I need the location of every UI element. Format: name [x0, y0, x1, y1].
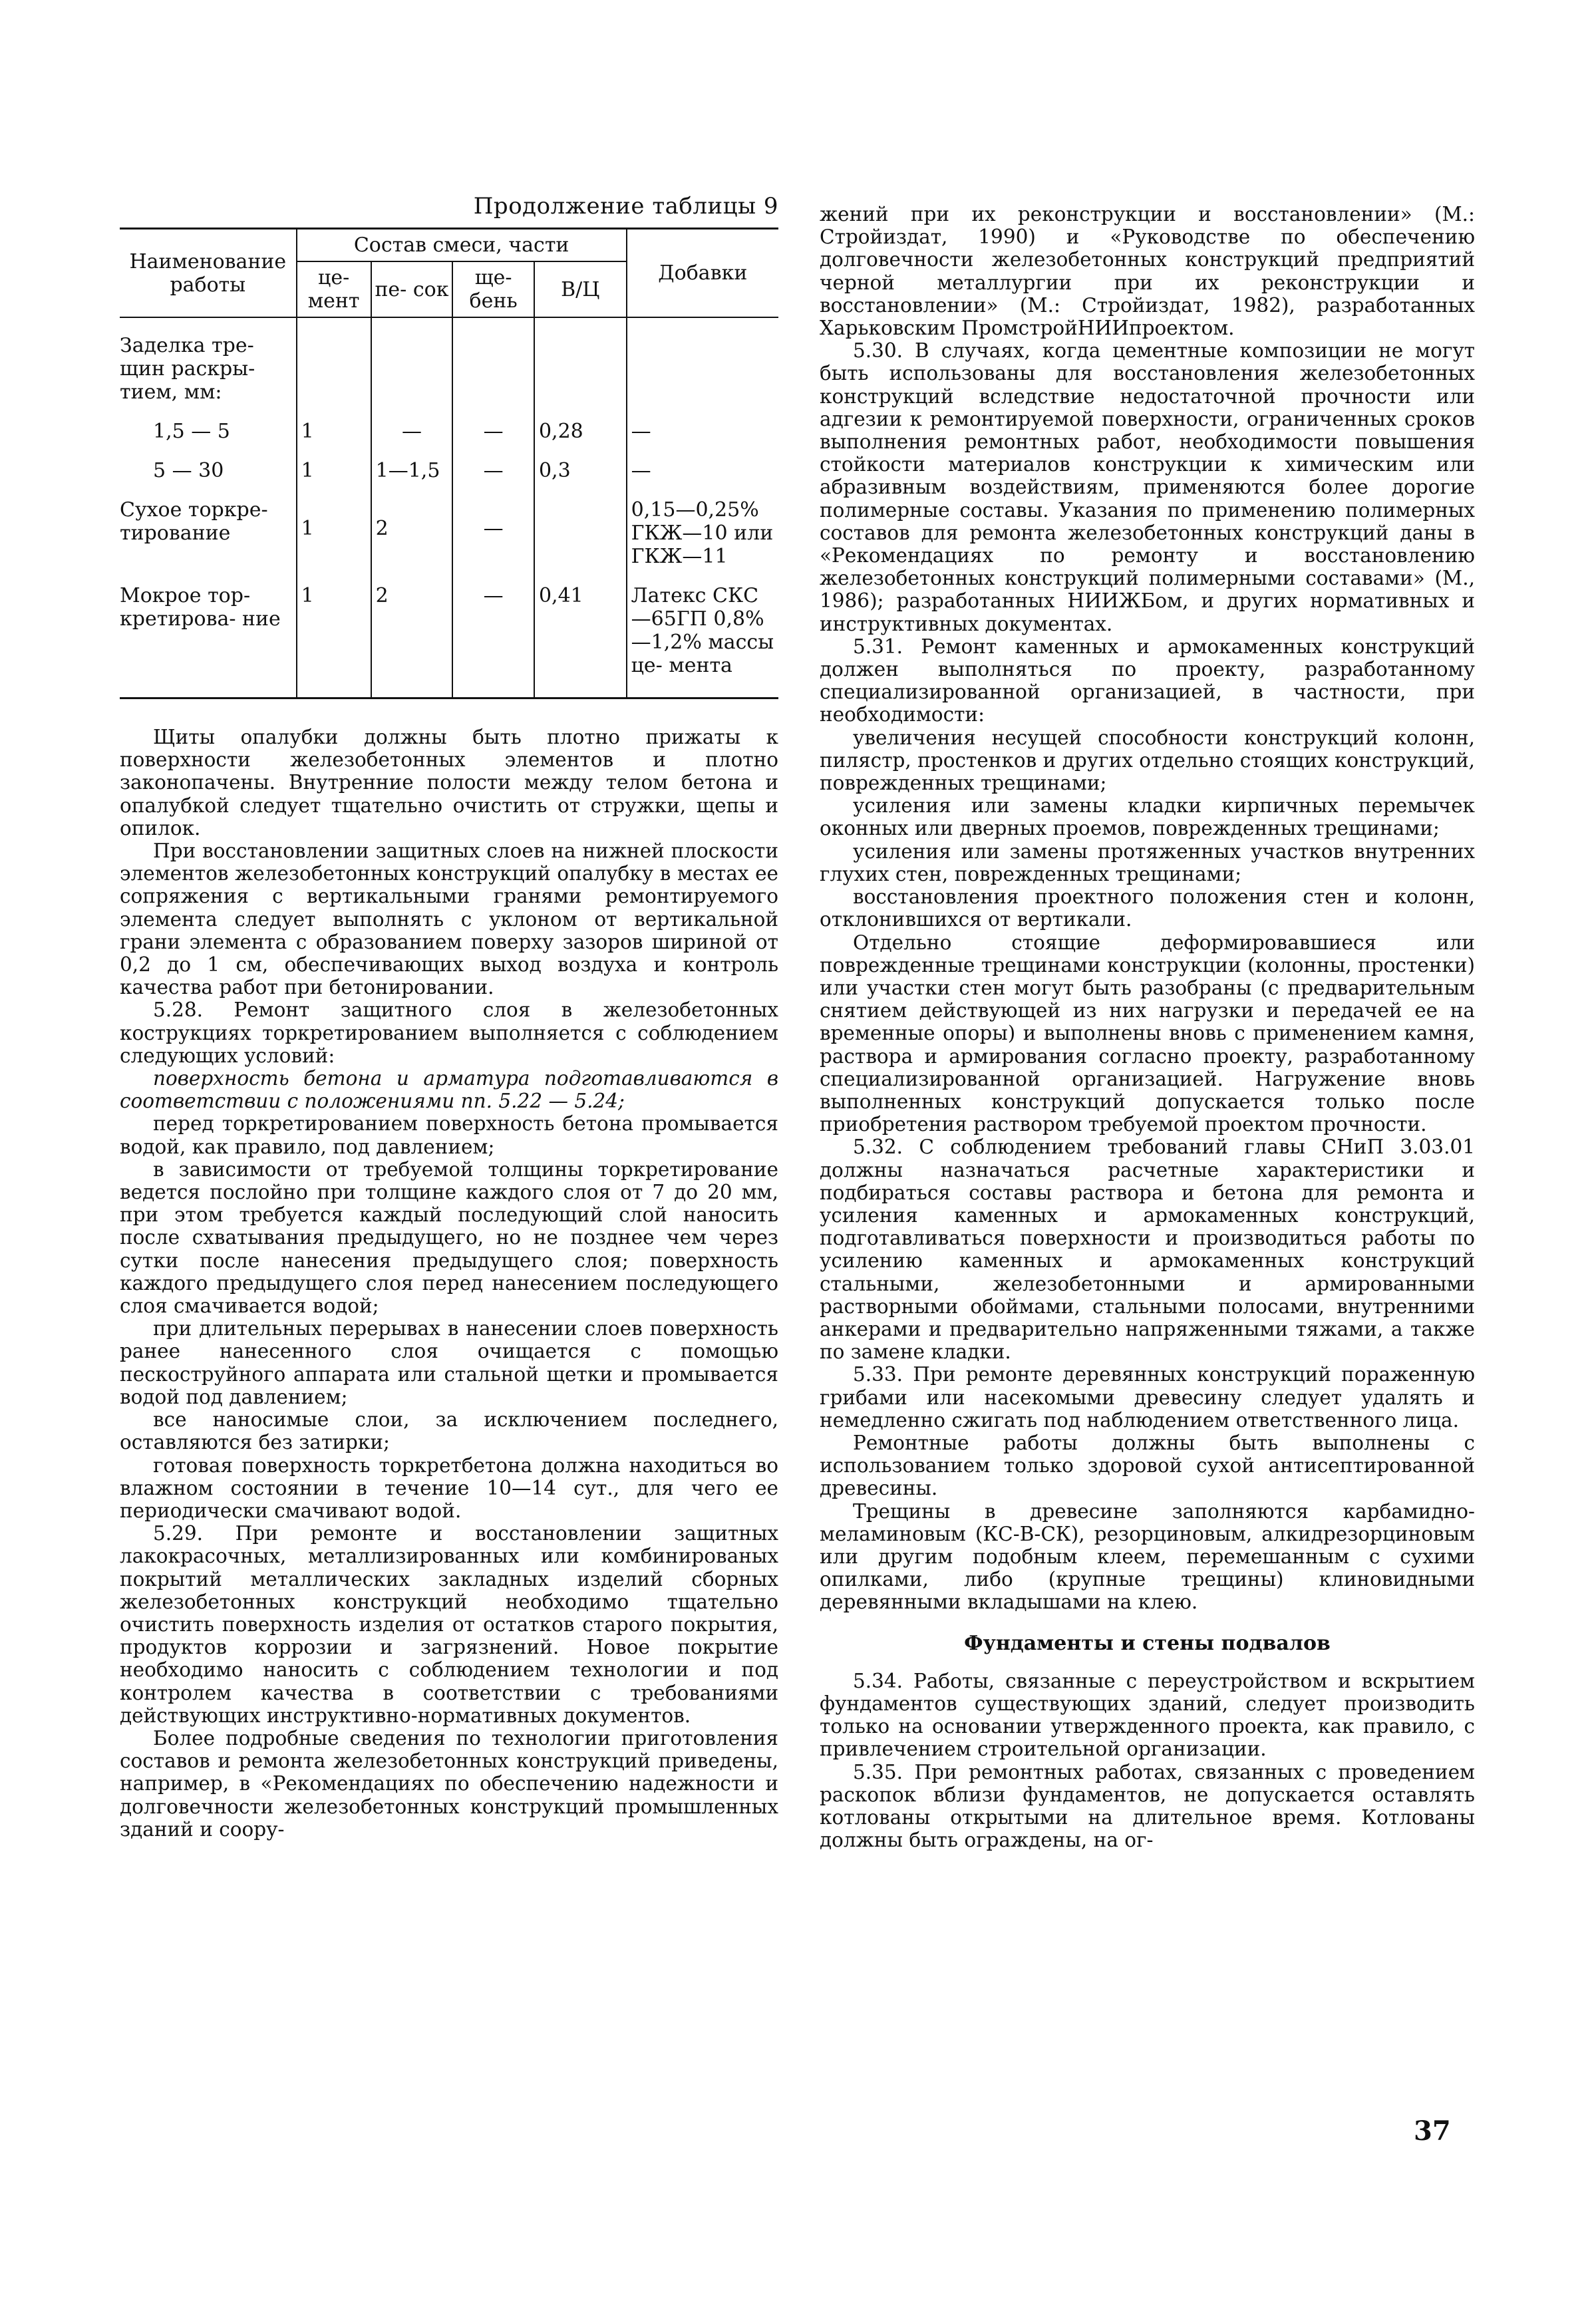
header-group: Состав смеси, части [297, 229, 627, 262]
paragraph: в зависимости от требуемой толщины торкретирование ведется послойно при толщине каждого слоя от 7 до 20 мм, при этом требуется каждый последующий слой наносить после схватывания предыдущего, но не позднее чем через сутки после нанесения предыдущего слоя; поверхность каждого предыдущего слоя перед нанесением последующего слоя смачивается водой; [120, 1157, 778, 1318]
paragraph: все наносимые слои, за исключением последнего, оставляются без затирки; [120, 1408, 778, 1454]
cell-name: 1,5 — 5 [153, 420, 230, 443]
paragraph: усиления или замены кладки кирпичных перемычек оконных или дверных проемов, поврежденных трещинами; [820, 794, 1475, 840]
paragraph: 5.29. При ремонте и восстановлении защитных лакокрасочных, металлизированных или комбинированых покрытий металлических закладных изделий сборных железобетонных конструкций необходимо тщательно очистить поверхность изделия от остатков старого покрытия, продуктов коррозии и загрязнений. Новое покрытие необходимо наносить с соблюдением технологии и под контролем качества в соответствии с требованиями действующих инструктивно-нормативных документов. [120, 1522, 778, 1727]
header-cement: це- мент [297, 261, 371, 317]
paragraph: Ремонтные работы должны быть выполнены с использованием только здоровой сухой антисептированной древесины. [820, 1431, 1475, 1500]
table-row [120, 412, 778, 451]
cell-cement [297, 317, 371, 412]
cell-additives [627, 317, 778, 412]
right-column [820, 203, 1475, 1851]
paragraph: Щиты опалубки должны быть плотно прижаты к поверхности железобетонных элементов и плотно законопачены. Внутренние полости между телом бетона и опалубкой следует тщательно очистить от стружки, щепы и опилок. [120, 726, 778, 840]
cell-sand: 2 [371, 576, 453, 698]
cell-gravel: — [452, 490, 534, 576]
paragraph: 5.35. При ремонтных работах, связанных с проведением раскопок вблизи фундаментов, не допускается оставлять котлованы открытыми на длительное время. Котлованы должны быть ограждены, на ог- [820, 1760, 1475, 1852]
paragraph: увеличения несущей способности конструкций колонн, пилястр, простенков и других отдельно стоящих конструкций, поврежденных трещинами; [820, 726, 1475, 795]
paragraph: При восстановлении защитных слоев на нижней плоскости элементов железобетонных конструкций опалубку в местах ее сопряжения с вертикальными гранями ремонтируемого элемента следует выполнять с уклоном от вертикальной грани элемента с образованием поверху зазоров шириной от 0,2 до 1 см, обеспечивающих выход воздуха и контроль качества работ при бетонировании. [120, 840, 778, 999]
header-additives: Добавки [627, 229, 778, 318]
section-heading: Фундаменты и стены подвалов [964, 1631, 1331, 1655]
header-wc: В/Ц [534, 261, 627, 317]
table-9 [120, 228, 778, 699]
cell-sand [371, 317, 453, 412]
cell-gravel: — [452, 412, 534, 451]
table-row [120, 490, 778, 576]
paragraph [120, 1067, 778, 1112]
cell-wc: 0,3 [534, 451, 627, 490]
cell-sand: 1—1,5 [371, 451, 453, 490]
left-column [120, 193, 778, 1841]
header-sand: пе- сок [371, 261, 453, 317]
page-number: 37 [1414, 2115, 1451, 2147]
paragraph: Трещины в древесине заполняются карбамидно-меламиновым (КС-В-СК), резорциновым, алкидрезорциновым или другим подобным клеем, перемешанным с сухими опилками, либо (крупные трещины) клиновидными деревянными вкладышами на клею. [820, 1499, 1475, 1614]
table-row [120, 451, 778, 490]
cell-name: 5 — 30 [153, 459, 224, 482]
cell-sand: 2 [371, 490, 453, 576]
cell-gravel [452, 317, 534, 412]
cell-gravel: — [452, 576, 534, 698]
table-row [120, 317, 778, 412]
cell-name: Мокрое тор- кретирова- ние [120, 584, 281, 631]
cell-cement: 1 [297, 490, 371, 576]
cell-wc [534, 490, 627, 576]
cell-sand: — [371, 412, 453, 451]
cell-additives: — [627, 412, 778, 451]
paragraph: перед торкретированием поверхность бетона промывается водой, как правило, под давлением; [120, 1112, 778, 1158]
cell-cement: 1 [297, 412, 371, 451]
left-text [120, 726, 778, 1841]
paragraph: Более подробные сведения по технологии приготовления составов и ремонта железобетонных конструкций приведены, например, в «Рекомендациях по обеспечению надежности и долговечности железобетонных конструкций промышленных зданий и соору- [120, 1726, 778, 1841]
cell-name: Сухое торкре- тирование [120, 498, 268, 545]
cell-name: Заделка тре- щин раскры- тием, мм: [120, 334, 255, 404]
cell-additives: — [627, 451, 778, 490]
header-gravel: ще- бень [452, 261, 534, 317]
paragraph: Отдельно стоящие деформировавшиеся или поврежденные трещинами конструкции (колонны, простенки) или участки стен могут быть разобраны (с предварительным снятием действующей из них нагрузки и передачей ее на временные опоры) и выполнены вновь с применением камня, раствора и армирования согласно проекту, разработанному специализированной организацией. Нагружение вновь выполненных конструкций допускается только после приобретения раствором требуемой проектом прочности. [820, 931, 1475, 1136]
paragraph: при длительных перерывах в нанесении слоев поверхность ранее нанесенного слоя очищается с помощью пескоструйного аппарата или стальной щетки и промывается водой под давлением; [120, 1317, 778, 1408]
cell-cement: 1 [297, 451, 371, 490]
header-name: Наименование работы [120, 229, 297, 318]
paragraph: 5.31. Ремонт каменных и армокаменных конструкций должен выполняться по проекту, разработанному специализированной организацией, в частности, при необходимости: [820, 635, 1475, 726]
cell-wc [534, 317, 627, 412]
cell-cement: 1 [297, 576, 371, 698]
cell-wc: 0,28 [534, 412, 627, 451]
paragraph-italic: поверхность бетона и арматура подготавливаются в соответствии с положениями пп. 5.22 — 5.24; [120, 1067, 778, 1113]
paragraph: 5.33. При ремонте деревянных конструкций пораженную грибами или насекомыми древесину следует удалять и немедленно сжигать под наблюдением ответственного лица. [820, 1363, 1475, 1432]
cell-additives: Латекс СКС—65ГП 0,8%—1,2% массы це- мента [627, 576, 778, 698]
cell-additives: 0,15—0,25% ГКЖ—10 или ГКЖ—11 [627, 490, 778, 576]
paragraph: восстановления проектного положения стен и колонн, отклонившихся от вертикали. [820, 885, 1475, 931]
cell-gravel: — [452, 451, 534, 490]
paragraph: 5.32. С соблюдением требований главы СНиП 3.03.01 должны назначаться расчетные характеристики и подбираться составы раствора и бетона для ремонта и усиления каменных и армокаменных конструкций, подготавливаться поверхности и производиться работы по усилению каменных и армокаменных конструкций стальными, железобетонными и армированными растворными обоймами, стальными полосами, внутренними анкерами и предварительно напряженными тяжами, а также по замене кладки. [820, 1136, 1475, 1364]
table-caption: Продолжение таблицы 9 [473, 193, 778, 220]
paragraph: усиления или замены протяженных участков внутренних глухих стен, поврежденных трещинами; [820, 840, 1475, 885]
paragraph: готовая поверхность торкретбетона должна находиться во влажном состоянии в течение 10—14 сут., для чего ее периодически смачивают водой. [120, 1454, 778, 1522]
paragraph: 5.28. Ремонт защитного слоя в железобетонных кострукциях торкретированием выполняется с соблюдением следующих условий: [120, 998, 778, 1067]
paragraph: 5.34. Работы, связанные с переустройством и вскрытием фундаментов существующих зданий, следует производить только на основании утвержденного проекта, как правило, с привлечением строительной организации. [820, 1669, 1475, 1761]
cell-wc: 0,41 [534, 576, 627, 698]
paragraph: жений при их реконструкции и восстановлении» (М.: Стройиздат, 1990) и «Руководстве по обеспечению долговечности железобетонных конструкций предприятий черной металлургии при их реконструкции и восстановлении» (М.: Стройиздат, 1982), разработанных Харьковским ПромстройНИИпроектом. [820, 203, 1475, 340]
paragraph: 5.30. В случаях, когда цементные композиции не могут быть использованы для восстановления железобетонных конструкций вследствие недостаточной прочности или адгезии к ремонтируемой поверхности, ограниченных сроков выполнения ремонтных работ, необходимости повышения стойкости материалов конструкции к химическим или абразивным воздействиям, применяются более дорогие полимерные составы. Указания по применению полимерных составов для ремонта железобетонных конструкций даны в «Рекомендациях по ремонту и восстановлению железобетонных конструкций полимерными составами» (М., 1986); разработанных НИИЖБом, и других нормативных и инструктивных документах. [820, 339, 1475, 635]
table-row [120, 576, 778, 698]
